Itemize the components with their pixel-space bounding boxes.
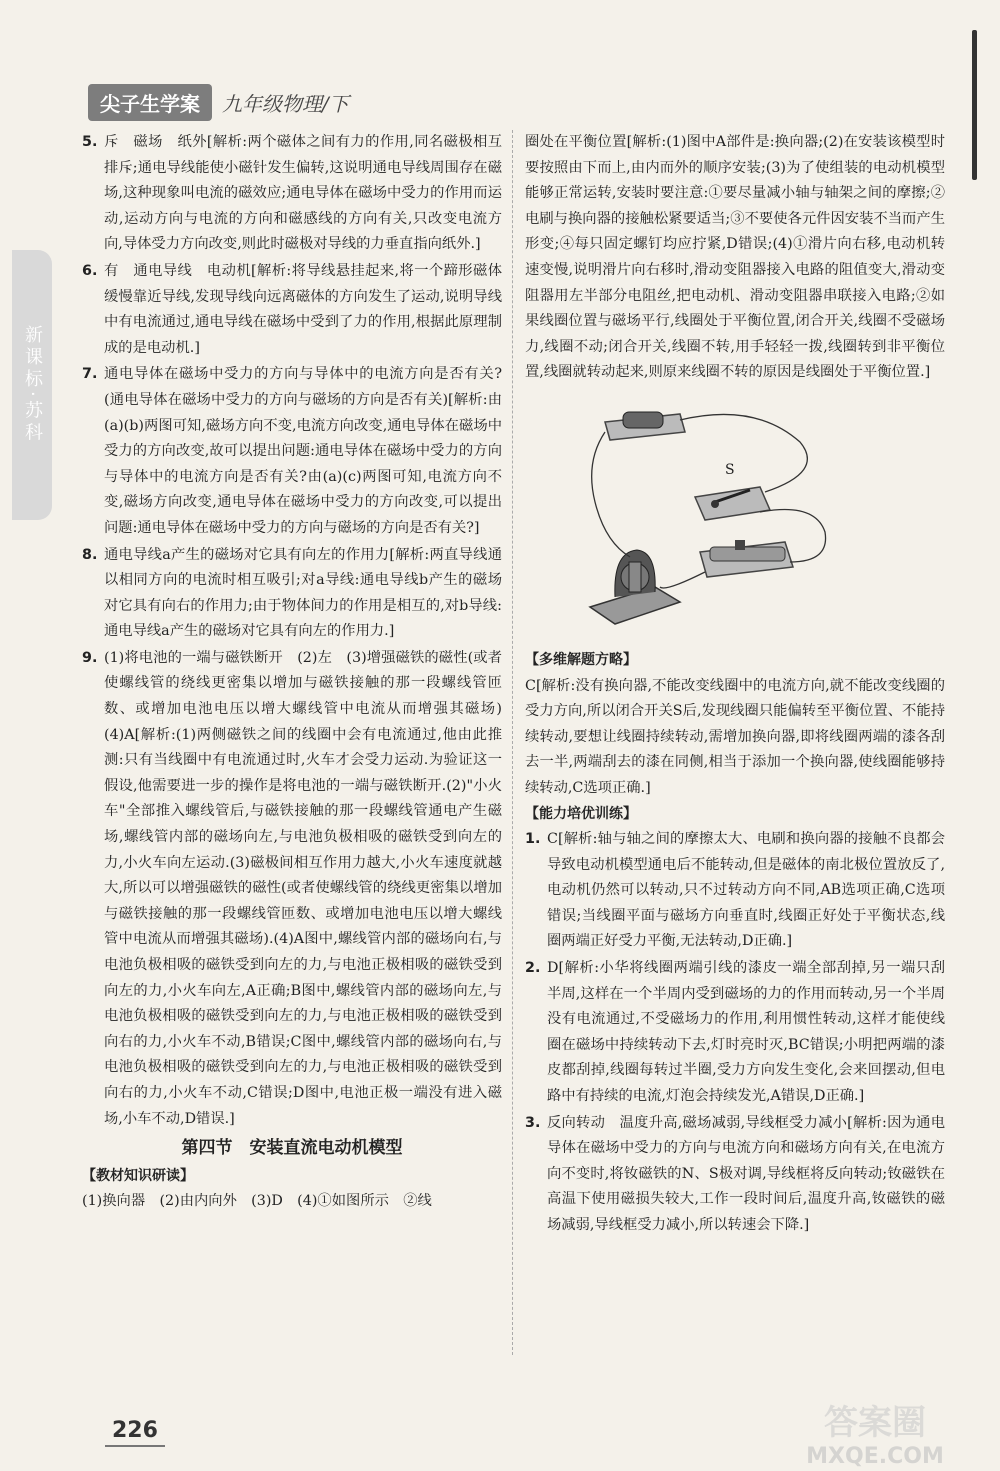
multi-method-head: 【多维解题方略】 (525, 651, 637, 668)
item-text: 通电导线a产生的磁场对它具有向左的作用力[解析:两直导线通以相同方向的电流时相互吸引;对a导线:通电导线b产生的磁场对它具有向右的作用力;由于物体间力的作用是相互的,对b导线:通电导线a产生的磁场对它具有向左的作用力.] (104, 546, 502, 640)
item-text: C[解析:轴与轴之间的摩擦太大、电刷和换向器的接触不良都会导致电动机模型通电后不能转动,但是磁体的南北极位置放反了,电动机仍然可以转动,只不过转动方向不同,AB选项正确,C选项错误;当线圈平面与磁场方向垂直时,线圈正好处于平衡状态,线圈两端正好受力平衡,无法转动,D正确.] (547, 831, 945, 950)
section-subhead: 【教材知识研读】 (82, 1167, 194, 1184)
motor-circuit-figure (585, 392, 885, 642)
continued-answer: 圈处在平衡位置[解析:(1)图中A部件是:换向器;(2)在安装该模型时要按照由下而上,由内而外的顺序安装;(3)为了使组装的电动机模型能够正常运转,安装时要注意:①要尽量减小轴与轴架之间的摩擦;②电刷与换向器的接触松紧要适当;③不要使各元件因安装不当而产生形变;④每只固定螺钉均应拧紧,D错误;(4)①滑片向右移,电动机转速变慢,说明滑片向右移时,滑动变阻器接入电路的阻值变大,滑动变阻器用左半部分电阻丝,把电动机、滑动变阻器串联接入电路;②如果线圈位置与磁场平行,线圈处于平衡位置,闭合开关,线圈不受磁场力,线圈不动;闭合开关,线圈不转,用手轻轻一拨,线圈转到非平衡位置,线圈就转动起来,则原来线圈不转的原因是线圈处于平衡位置.] (525, 134, 945, 381)
item-text: (1)将电池的一端与磁铁断开 (2)左 (3)增强磁铁的磁性(或者使螺线管的绕线更密集以增加与磁铁接触的那一段螺线管匝数、或增加电池电压以增大螺线管中电流从而增强其磁场) (4)A[解析:(1)两侧磁铁之间的线圈中会有电流通过,他由此推测:只有当线圈中有电流通过时,火车才会受力运动.为验证这一假设,他需要进一步的操作是将电池的一端与磁铁断开.(2)"小火车"全部推入螺线管后,与磁铁接触的那一段螺线管通电产生磁场,螺线管内部的磁场向左,与电池负极相吸的磁铁受到向左的力,小火车向左运动.(3)磁极间相互作用力越大,小火车速度就越大,所以可以增强磁铁的磁性(或者使螺线管的绕线更密集以增加与磁铁接触的那一段螺线管匝数、或增加电池电压以增大螺线管中电流从而增强其磁场).(4)A图中,螺线管内部的磁场向右,与电池负极相吸的磁铁受到向左的力,与电池正极相吸的磁铁受到向左的力,小火车向左,A正确;B图中,螺线管内部的磁场向左,与电池负极相吸的磁铁受到向左的力,与电池正极相吸的磁铁受到向右的力,小火车不动,B错误;C图中,螺线管内部的磁场向右,与电池负极相吸的磁铁受到向左的力,与电池正极相吸的磁铁受到向右的力,小火车不动,C错误;D图中,电池正极一端没有进入磁场,小车不动,D错误.] (104, 649, 517, 1127)
switch-label: S (725, 461, 735, 478)
side-tab-label: 新课标·苏科 (22, 325, 43, 445)
section-text: (1)换向器 (2)由内向外 (3)D (4)①如图所示 ②线 (82, 1193, 432, 1210)
ability-training-head: 【能力培优训练】 (525, 805, 637, 822)
ability-item-1 (525, 827, 945, 955)
multi-method-text: C[解析:没有换向器,不能改变线圈中的电流方向,就不能改变线圈的受力方向,所以闭合开关S后,发现线圈只能偏转至平衡位置、不能持续转动,要想让线圈持续转动,需增加换向器,即将线圈两端的漆各刮去一半,两端刮去的漆在同侧,相当于添加一个换向器,使线圈能够持续转动,C选项正确.] (525, 677, 945, 796)
answer-item-9 (82, 646, 517, 1132)
page-edge-mark (972, 30, 977, 180)
watermark-url: MXQE.COM (806, 1444, 944, 1469)
item-number: 7. (82, 366, 98, 383)
item-text: 斥 磁场 纸外[解析:两个磁体之间有力的作用,同名磁极相互排斥;通电导线能使小磁针发生偏转,这说明通电导线周围存在磁场,这种现象叫电流的磁效应;通电导体在磁场中受力的作用而运动,运动方向与电流的方向和磁感线的方向有关,只改变电流方向,导体受力方向改变,则此时磁极对导线的力垂直指向纸外.] (104, 134, 502, 253)
brand-label: 尖子生学案 (88, 84, 212, 121)
page-header (88, 84, 349, 120)
page-number-rule (105, 1445, 165, 1447)
item-number: 2. (525, 960, 541, 977)
answer-item-6 (82, 259, 502, 361)
right-column (525, 130, 945, 1240)
answer-item-7 (82, 362, 502, 541)
item-text: 有 通电导线 电动机[解析:将导线悬挂起来,将一个蹄形磁体缓慢靠近导线,发现导线向远离磁体的方向发生了运动,说明导线中有电流通过,通电导线在磁场中受到了力的作用,根据此原理制成的是电动机.] (104, 262, 502, 356)
item-text: D[解析:小华将线圈两端引线的漆皮一端全部刮掉,另一端只刮半周,这样在一个半周内受到磁场的力的作用而转动,另一个半周没有电流通过,不受磁场力的作用,利用惯性转动,这样才能使线圈在磁场中持续转动下去,灯时亮时灭,BC错误;小明把两端的漆皮都刮掉,线圈每转过半圈,受力方向发生变化,会来回摆动,但电路中有持续的电流,灯泡会持续发光,A错误,D正确.] (547, 960, 945, 1105)
answer-item-5 (82, 130, 502, 258)
section-title: 第四节 安装直流电动机模型 (181, 1138, 403, 1159)
switch (695, 487, 770, 520)
item-number: 6. (82, 262, 98, 279)
battery-holder (605, 412, 685, 440)
item-text: 通电导体在磁场中受力的方向与导体中的电流方向是否有关?(通电导体在磁场中受力的方向与磁场的方向是否有关)[解析:由(a)(b)两图可知,磁场方向不变,电流方向改变,通电导体在磁场中受力的方向改变,故可以提出问题:通电导体在磁场中受力的方向与导体中的电流方向是否有关?由(a)(c)两图可知,电流方向不变,磁场方向改变,通电导体在磁场中受力的方向改变,可以提出问题:通电导体在磁场中受力的方向与磁场的方向是否有关?] (104, 366, 502, 536)
answer-item-8 (82, 543, 502, 645)
motor-model (590, 550, 680, 624)
item-text: 反向转动 温度升高,磁场减弱,导线框受力减小[解析:因为通电导体在磁场中受力的方向与电流方向和磁场方向有关,在电流方向不变时,将钕磁铁的N、S极对调,导线框将反向转动;钕磁铁在高温下使用磁损失较大,工作一段时间后,温度升高,钕磁铁的磁场减弱,导线框受力减小,所以转速会下降.] (547, 1114, 945, 1233)
page-number: 226 (112, 1418, 158, 1443)
item-number: 1. (525, 831, 541, 848)
column-divider (512, 130, 513, 1355)
rheostat (700, 540, 793, 577)
side-tab (12, 250, 52, 520)
book-title: 九年级物理/下 (222, 91, 349, 116)
item-number: 9. (82, 649, 98, 666)
left-column (82, 130, 517, 1215)
item-number: 3. (525, 1114, 541, 1131)
ability-item-3 (525, 1111, 945, 1239)
ability-item-2 (525, 956, 945, 1110)
watermark-main: 答案圈 (824, 1403, 926, 1443)
item-number: 5. (82, 134, 98, 150)
watermark (790, 1395, 960, 1469)
item-number: 8. (82, 546, 98, 563)
